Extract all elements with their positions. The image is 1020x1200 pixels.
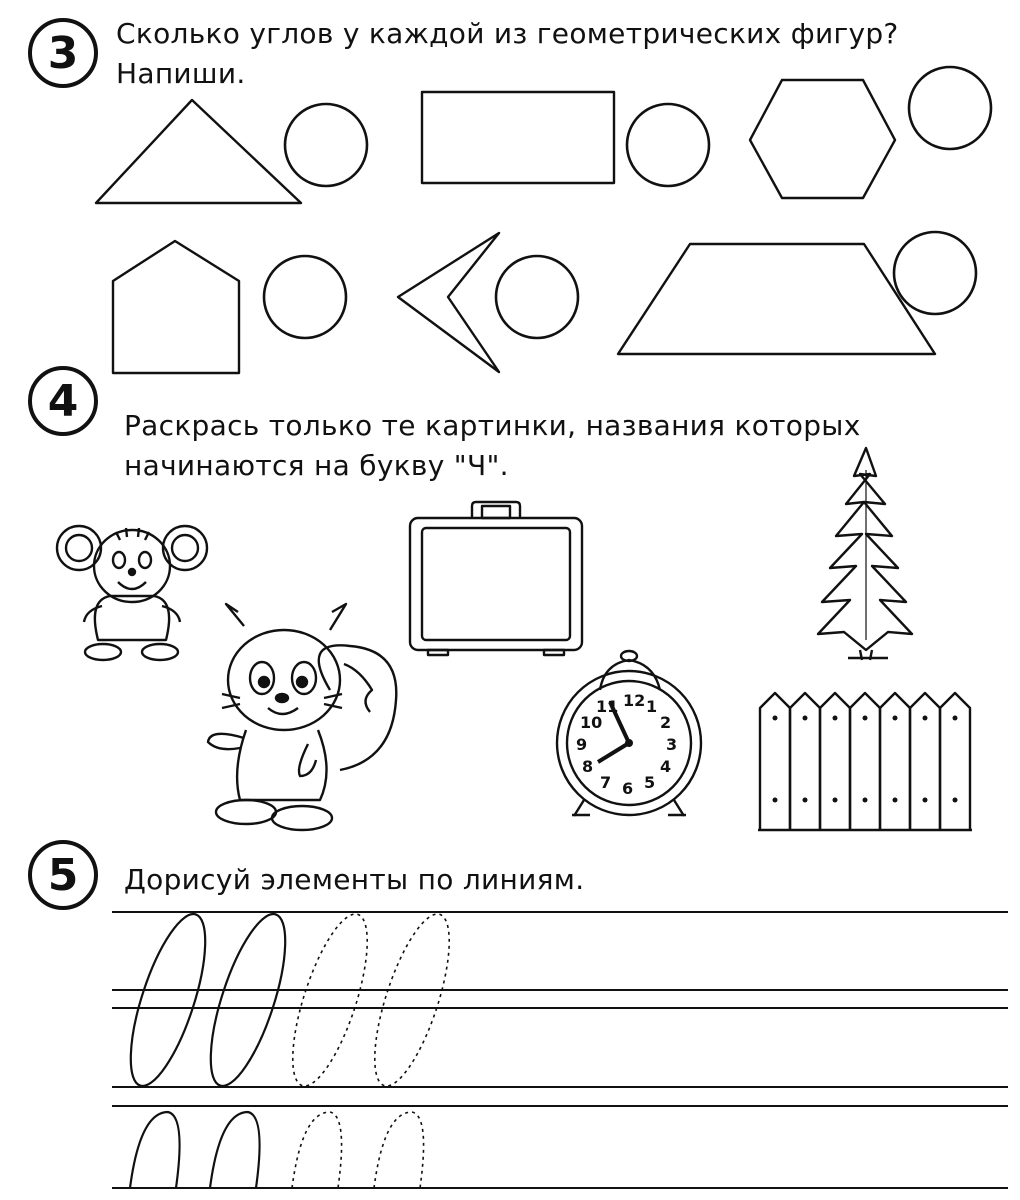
picture-cheburashka[interactable]	[57, 526, 207, 660]
shape-arrowhead	[398, 233, 499, 372]
clock-number: 4	[660, 757, 672, 776]
shape-house-pentagon	[113, 241, 239, 373]
task-3-instruction-line-2: Напиши.	[116, 57, 246, 90]
picture-alarm-clock[interactable]	[557, 651, 701, 816]
clock-number: 10	[580, 713, 603, 732]
task-3-instruction-line-1: Сколько углов у каждой из геометрических фигур?	[116, 17, 899, 50]
picture-fir-tree[interactable]	[818, 448, 912, 660]
clock-number: 12	[623, 691, 646, 710]
shape-hexagon	[750, 80, 895, 198]
shape-triangle	[96, 100, 301, 203]
answer-circle-triangle[interactable]	[285, 104, 367, 186]
writing-row-1[interactable]	[115, 906, 464, 1093]
task-3-number-badge: 3	[28, 18, 98, 88]
task-4-instruction-line-1: Раскрась только те картинки, названия которых	[124, 409, 861, 442]
task-4-instruction-line-2: начинаются на букву "Ч".	[124, 449, 509, 482]
answer-circle-trapezoid[interactable]	[894, 232, 976, 314]
picture-squirrel[interactable]	[208, 604, 396, 830]
clock-number: 7	[600, 773, 612, 792]
clock-number: 2	[660, 713, 672, 732]
clock-number: 1	[646, 697, 658, 716]
clock-number: 6	[622, 779, 634, 798]
writing-row-2[interactable]	[130, 1112, 424, 1188]
clock-number: 8	[582, 757, 594, 776]
clock-number: 3	[666, 735, 678, 754]
clock-number: 5	[644, 773, 656, 792]
answer-circle-hexagon[interactable]	[909, 67, 991, 149]
shape-rectangle	[422, 92, 614, 183]
picture-fence[interactable]	[758, 693, 972, 830]
clock-number: 9	[576, 735, 588, 754]
task-5-instruction: Дорисуй элементы по линиям.	[124, 863, 585, 896]
task-5-number-badge: 5	[28, 840, 98, 910]
answer-circle-rectangle[interactable]	[627, 104, 709, 186]
picture-suitcase[interactable]	[410, 502, 582, 655]
task-4-number-badge: 4	[28, 366, 98, 436]
clock-number: 11	[596, 697, 619, 716]
shape-trapezoid	[618, 244, 935, 354]
writing-lines	[112, 912, 1008, 1188]
answer-circle-house-pentagon[interactable]	[264, 256, 346, 338]
answer-circle-arrowhead[interactable]	[496, 256, 578, 338]
